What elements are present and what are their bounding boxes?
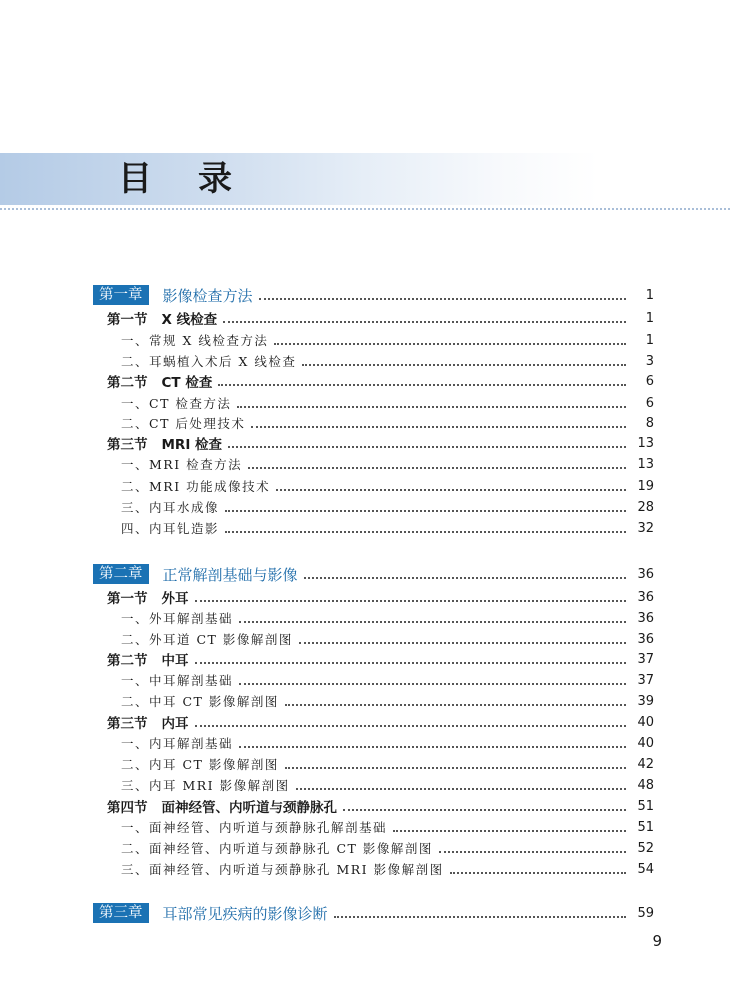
section-title: CT 检查 <box>161 375 213 391</box>
page-title: 目录 <box>118 159 278 199</box>
dot-leader <box>248 467 626 469</box>
toc-entry-label <box>107 796 337 816</box>
dot-leader <box>237 406 626 408</box>
dot-leader <box>218 384 626 386</box>
dot-leader <box>225 510 626 512</box>
toc-chapter-row <box>93 902 654 924</box>
toc-page-number: 40 <box>637 735 654 751</box>
toc-section-row <box>107 308 654 328</box>
section-number: 第二节 <box>107 653 148 669</box>
section-title: 中耳 <box>161 653 189 669</box>
item-title: 二、MRI 功能成像技术 <box>121 479 271 494</box>
toc-item-row <box>121 413 654 433</box>
chapter-title: 影像检查方法 <box>162 286 253 305</box>
toc-item-row <box>121 733 654 753</box>
toc-page-number: 36 <box>637 610 654 626</box>
toc-entry-label <box>93 564 298 585</box>
toc-section-row <box>107 371 654 391</box>
toc-section-row <box>107 587 654 607</box>
section-title: 外耳 <box>161 591 189 607</box>
item-title: 一、内耳解剖基础 <box>121 736 234 751</box>
section-number: 第三节 <box>107 716 148 732</box>
toc-page-number: 6 <box>645 395 654 411</box>
section-title: X 线检查 <box>161 312 218 328</box>
section-number: 第一节 <box>107 591 148 607</box>
dot-leader <box>223 321 626 323</box>
page-number: 9 <box>652 932 662 950</box>
item-title: 二、中耳 CT 影像解剖图 <box>121 694 279 709</box>
toc-page-number: 32 <box>637 520 654 536</box>
toc-entry-label <box>107 371 212 391</box>
item-title: 一、外耳解剖基础 <box>121 611 234 626</box>
item-title: 一、MRI 检查方法 <box>121 457 243 472</box>
toc-page-number: 36 <box>637 631 654 647</box>
toc-item-row <box>121 518 654 538</box>
toc-item-row <box>121 670 654 690</box>
toc-item-row <box>121 859 654 879</box>
toc-page-number: 13 <box>637 435 654 451</box>
toc-page-number: 59 <box>637 905 654 921</box>
dot-leader <box>334 916 626 918</box>
item-title: 一、CT 检查方法 <box>121 396 232 411</box>
dot-leader <box>343 809 626 811</box>
dot-leader <box>393 830 626 832</box>
dot-leader <box>285 767 626 769</box>
item-title: 一、面神经管、内听道与颈静脉孔解剖基础 <box>121 820 388 835</box>
dot-leader <box>239 683 626 685</box>
dot-leader <box>276 489 626 491</box>
toc-item-row <box>121 393 654 413</box>
toc-page-number: 37 <box>637 672 654 688</box>
item-title: 二、内耳 CT 影像解剖图 <box>121 757 279 772</box>
toc-page-number: 3 <box>645 353 654 369</box>
toc-page-number: 39 <box>637 693 654 709</box>
item-title: 三、面神经管、内听道与颈静脉孔 MRI 影像解剖图 <box>121 862 444 877</box>
toc-entry-label <box>93 903 328 924</box>
toc-item-row <box>121 330 654 350</box>
toc-page-number: 54 <box>637 861 654 877</box>
toc-page-number: 1 <box>645 287 654 303</box>
toc-item-row <box>121 454 654 474</box>
section-title: MRI 检查 <box>161 437 223 453</box>
toc-page-number: 51 <box>637 798 654 814</box>
toc-page-number: 37 <box>637 651 654 667</box>
dot-leader <box>450 872 626 874</box>
section-title: 面神经管、内听道与颈静脉孔 <box>161 800 337 816</box>
dot-leader <box>239 621 626 623</box>
toc-entry-label <box>93 285 253 306</box>
section-number: 第三节 <box>107 437 148 453</box>
toc-item-row <box>121 497 654 517</box>
toc-entry-label <box>107 712 189 732</box>
toc-section-row <box>107 433 654 453</box>
toc-page-number: 1 <box>645 332 654 348</box>
toc-section-row <box>107 796 654 816</box>
chapter-number-badge: 第一章 <box>93 285 149 305</box>
toc-page-number: 40 <box>637 714 654 730</box>
chapter-title: 正常解剖基础与影像 <box>162 565 298 584</box>
toc-item-row <box>121 838 654 858</box>
toc-page-number: 48 <box>637 777 654 793</box>
toc-item-row <box>121 608 654 628</box>
toc-entry-label <box>107 649 189 669</box>
toc-page-number: 42 <box>637 756 654 772</box>
item-title: 二、CT 后处理技术 <box>121 416 246 431</box>
section-number: 第二节 <box>107 375 148 391</box>
dot-leader <box>439 851 626 853</box>
toc-page-number: 36 <box>637 566 654 582</box>
dot-leader <box>251 426 626 428</box>
toc-section-row <box>107 712 654 732</box>
toc-item-row <box>121 629 654 649</box>
section-title: 内耳 <box>161 716 189 732</box>
chapter-number-badge: 第三章 <box>93 903 149 923</box>
dot-leader <box>195 600 627 602</box>
item-title: 一、常规 X 线检查方法 <box>121 333 269 348</box>
dot-leader <box>259 298 626 300</box>
section-number: 第一节 <box>107 312 148 328</box>
toc-item-row <box>121 817 654 837</box>
toc-item-row <box>121 351 654 371</box>
toc-entry-label <box>107 308 217 328</box>
toc-page-number: 52 <box>637 840 654 856</box>
toc-page-number: 28 <box>637 499 654 515</box>
dot-leader <box>299 642 626 644</box>
section-number: 第四节 <box>107 800 148 816</box>
dot-leader <box>228 446 626 448</box>
item-title: 三、内耳水成像 <box>121 500 220 515</box>
dot-leader <box>274 343 626 345</box>
toc-entry-label <box>107 433 222 453</box>
toc-item-row <box>121 476 654 496</box>
dot-leader <box>225 531 626 533</box>
toc-page-number: 36 <box>637 589 654 605</box>
item-title: 二、外耳道 CT 影像解剖图 <box>121 632 293 647</box>
toc-page-number: 1 <box>645 310 654 326</box>
toc-page-number: 8 <box>645 415 654 431</box>
dot-leader <box>195 725 627 727</box>
chapter-number-badge: 第二章 <box>93 564 149 584</box>
toc-item-row <box>121 775 654 795</box>
chapter-title: 耳部常见疾病的影像诊断 <box>162 904 328 923</box>
toc-page-number: 13 <box>637 456 654 472</box>
dot-leader <box>195 662 627 664</box>
dot-leader <box>304 577 626 579</box>
toc-chapter-row <box>93 284 654 306</box>
item-title: 三、内耳 MRI 影像解剖图 <box>121 778 290 793</box>
toc-item-row <box>121 754 654 774</box>
item-title: 一、中耳解剖基础 <box>121 673 234 688</box>
item-title: 二、耳蜗植入术后 X 线检查 <box>121 354 297 369</box>
toc-entry-label <box>107 587 189 607</box>
item-title: 四、内耳钆造影 <box>121 521 220 536</box>
toc-page-number: 51 <box>637 819 654 835</box>
dot-leader <box>239 746 626 748</box>
item-title: 二、面神经管、内听道与颈静脉孔 CT 影像解剖图 <box>121 841 433 856</box>
dot-leader <box>302 364 626 366</box>
toc-chapter-row <box>93 563 654 585</box>
toc-item-row <box>121 691 654 711</box>
toc-section-row <box>107 649 654 669</box>
dot-leader <box>296 788 626 790</box>
toc-page-number: 6 <box>645 373 654 389</box>
toc-page-number: 19 <box>637 478 654 494</box>
dot-leader <box>285 704 626 706</box>
